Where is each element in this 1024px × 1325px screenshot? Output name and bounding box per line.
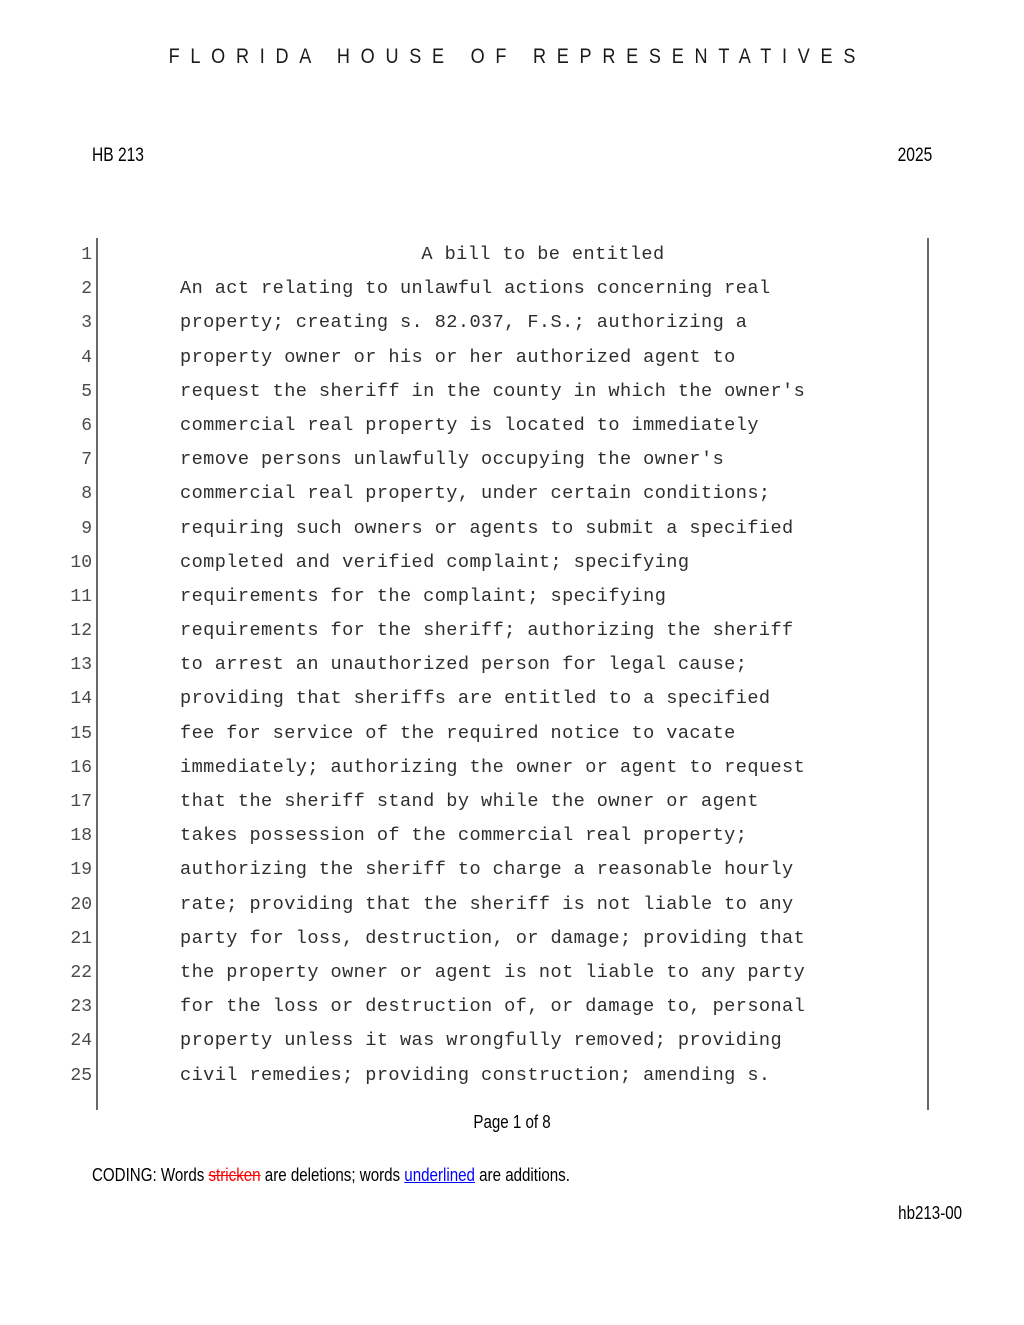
- bill-line: [0, 682, 1024, 716]
- bill-year: 2025: [897, 145, 932, 166]
- bill-line-number: 16: [70, 757, 92, 778]
- coding-underlined-sample: underlined: [404, 1165, 475, 1185]
- bill-line-text: for the loss or destruction of, or damage to, personal: [180, 996, 806, 1018]
- bill-number: HB 213: [92, 145, 144, 166]
- bill-line-number: 25: [70, 1065, 92, 1086]
- bill-line: [0, 1059, 1024, 1093]
- bill-line: [0, 648, 1024, 682]
- bill-line: [0, 409, 1024, 443]
- bill-line-text: requirements for the complaint; specifying: [180, 585, 667, 607]
- bill-line: [0, 306, 1024, 340]
- bill-line-number: 23: [70, 997, 92, 1018]
- bill-line: [0, 853, 1024, 887]
- bill-line: [0, 785, 1024, 819]
- coding-middle: are deletions; words: [260, 1165, 405, 1185]
- bill-line: [0, 1024, 1024, 1058]
- bill-line: [0, 546, 1024, 580]
- bill-text-block: [0, 238, 1024, 1110]
- document-id: [886, 1203, 962, 1224]
- bill-line-text: request the sheriff in the county in which the owner's: [180, 380, 806, 402]
- bill-line: [0, 238, 1024, 272]
- bill-line-number: 2: [81, 279, 92, 300]
- bill-line: [0, 888, 1024, 922]
- bill-line: [0, 819, 1024, 853]
- bill-line-text: fee for service of the required notice to vacate: [180, 722, 736, 744]
- bill-line-number: 17: [70, 792, 92, 812]
- bill-line-list: [0, 238, 1024, 1093]
- bill-line-text: remove persons unlawfully occupying the owner's: [180, 449, 725, 471]
- document-id-label: hb213-00: [898, 1203, 962, 1223]
- bill-line: [0, 512, 1024, 546]
- bill-line-text: An act relating to unlawful actions concerning real: [180, 278, 771, 300]
- bill-line-number: 24: [70, 1031, 92, 1052]
- bill-line: [0, 922, 1024, 956]
- bill-line: [0, 272, 1024, 306]
- bill-line-number: 1: [81, 245, 92, 265]
- bill-line-number: 18: [70, 826, 92, 847]
- bill-line-number: 3: [81, 313, 92, 334]
- bill-line: [0, 443, 1024, 477]
- bill-line-text: commercial real property, under certain conditions;: [180, 483, 771, 505]
- bill-line-text: property owner or his or her authorized agent to: [180, 346, 736, 368]
- bill-line-text: the property owner or agent is not liable to any party: [180, 961, 806, 983]
- bill-line-number: 20: [70, 894, 92, 915]
- bill-line: [0, 990, 1024, 1024]
- bill-header-row: [92, 145, 932, 167]
- bill-line-text: party for loss, destruction, or damage; providing that: [180, 927, 806, 949]
- bill-line-number: 10: [70, 552, 92, 573]
- bill-line-text: requiring such owners or agents to submit a specified: [180, 517, 794, 539]
- bill-line: [0, 956, 1024, 990]
- bill-line-number: 11: [70, 586, 92, 607]
- bill-line-number: 9: [81, 518, 92, 539]
- coding-stricken-sample: stricken: [208, 1165, 261, 1185]
- bill-line: [0, 580, 1024, 614]
- coding-suffix: are additions.: [474, 1165, 570, 1185]
- bill-line-number: 6: [81, 415, 92, 436]
- bill-line-number: 13: [70, 655, 92, 676]
- bill-line-text: commercial real property is located to immediately: [180, 414, 759, 436]
- bill-line-number: 12: [70, 621, 92, 642]
- bill-line-number: 15: [70, 723, 92, 744]
- bill-line-text: rate; providing that the sheriff is not liable to any: [180, 893, 794, 915]
- bill-line-text: completed and verified complaint; specifying: [180, 551, 690, 573]
- bill-line-text: to arrest an unauthorized person for legal cause;: [180, 654, 748, 676]
- bill-line-text: immediately; authorizing the owner or agent to request: [180, 756, 806, 778]
- bill-line-text: takes possession of the commercial real property;: [180, 825, 748, 847]
- bill-line-text: authorizing the sheriff to charge a reasonable hourly: [180, 859, 794, 881]
- bill-line-number: 8: [81, 484, 92, 505]
- coding-legend: [92, 1165, 661, 1186]
- bill-line-number: 19: [70, 860, 92, 881]
- bill-line: [0, 717, 1024, 751]
- bill-line-number: 5: [81, 381, 92, 402]
- bill-line-number: 4: [81, 347, 92, 368]
- bill-line-text: property unless it was wrongfully removed; providing: [180, 1030, 783, 1052]
- page-number: [0, 1112, 1024, 1133]
- bill-line-number: 7: [81, 450, 92, 471]
- chamber-masthead: FLORIDA HOUSE OF REPRESENTATIVES: [168, 45, 867, 68]
- bill-line: [0, 614, 1024, 648]
- bill-line: [0, 375, 1024, 409]
- page-number-label: Page 1 of 8: [473, 1112, 551, 1132]
- bill-line: [0, 477, 1024, 511]
- bill-line-number: 22: [70, 962, 92, 983]
- bill-line-text: property; creating s. 82.037, F.S.; authorizing a: [180, 312, 748, 334]
- bill-line-text: civil remedies; providing construction; amending s.: [180, 1064, 771, 1086]
- bill-line-text: requirements for the sheriff; authorizing the sheriff: [180, 620, 794, 642]
- bill-line: [0, 751, 1024, 785]
- bill-line-text: that the sheriff stand by while the owner or agent: [180, 791, 759, 812]
- bill-line-number: 21: [70, 928, 92, 949]
- bill-line-text: providing that sheriffs are entitled to a specified: [180, 688, 771, 710]
- bill-line: [0, 341, 1024, 375]
- bill-line-text: A bill to be entitled: [421, 244, 665, 265]
- bill-line-number: 14: [70, 689, 92, 710]
- coding-prefix: CODING: Words: [92, 1165, 209, 1185]
